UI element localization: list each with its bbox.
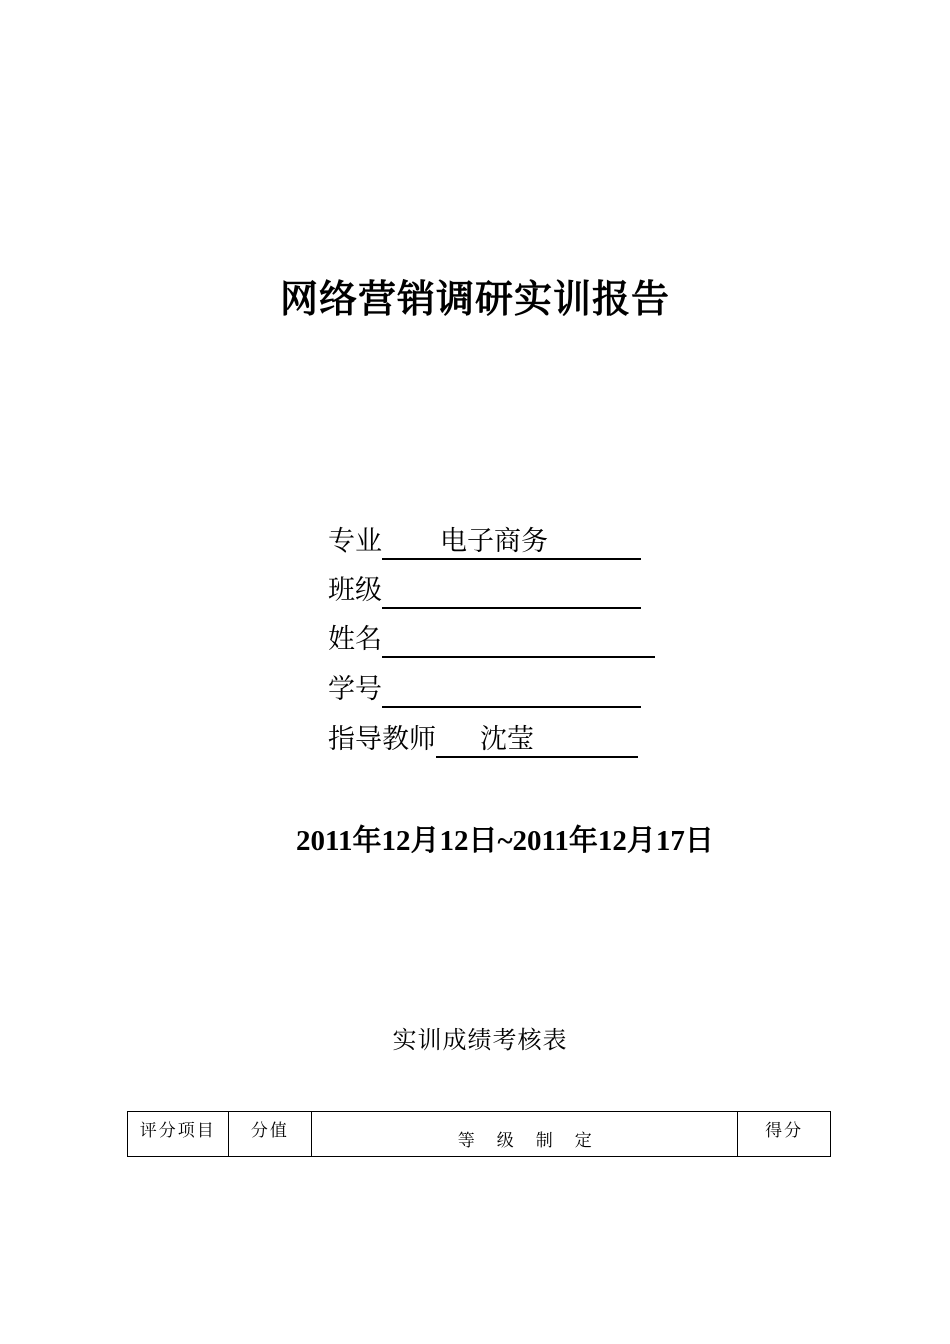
field-class-label: 班级 (328, 575, 382, 606)
field-instructor-line (436, 722, 638, 758)
field-class-line (382, 573, 641, 609)
field-student-id (328, 672, 641, 708)
date-range: 2011年12月12日~2011年12月17日 (296, 825, 714, 857)
field-class (328, 573, 641, 609)
report-title: 网络营销调研实训报告 (279, 277, 670, 321)
field-name-line (382, 622, 655, 658)
score-table-header-row (128, 1112, 831, 1157)
header-score-value (228, 1112, 312, 1157)
field-instructor (328, 722, 638, 758)
score-table (127, 1111, 831, 1157)
field-instructor-value: 沈莹 (480, 724, 534, 755)
field-name (328, 622, 655, 658)
header-score-value-text: 分值 (250, 1121, 289, 1141)
field-major-value: 电子商务 (440, 526, 548, 557)
field-major-label: 专业 (328, 526, 382, 557)
field-major (328, 524, 641, 560)
field-name-label: 姓名 (328, 624, 382, 655)
field-major-line (382, 524, 641, 560)
field-instructor-label: 指导教师 (328, 724, 436, 755)
header-item-text: 评分项目 (139, 1121, 216, 1141)
header-item (128, 1112, 229, 1157)
header-grade (312, 1112, 738, 1157)
field-student-id-label: 学号 (328, 674, 382, 705)
header-score (738, 1112, 831, 1157)
header-grade-text: 等级制定 (457, 1131, 614, 1151)
score-table-title: 实训成绩考核表 (392, 1026, 568, 1054)
header-score-text: 得分 (765, 1121, 804, 1141)
field-student-id-line (382, 672, 641, 708)
